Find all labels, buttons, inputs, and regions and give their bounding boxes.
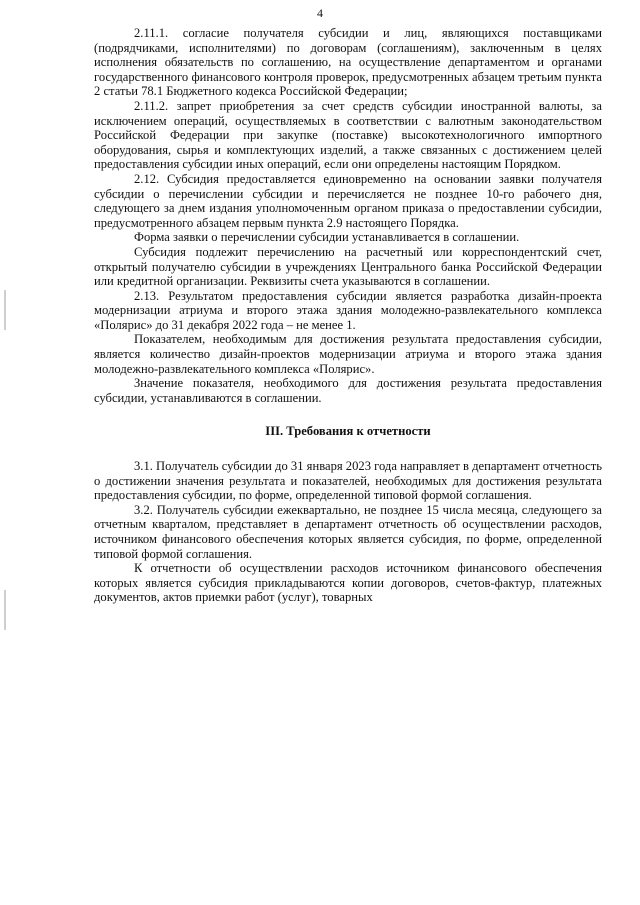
section-heading: III. Требования к отчетности: [265, 424, 431, 439]
paragraph: Значение показателя, необходимого для достижения результата предоставления субсидии, устанавливаются в соглашении.: [94, 376, 602, 405]
paragraph: 2.11.2. запрет приобретения за счет средств субсидии иностранной валюты, за исключением операций, осуществляемых в соответствии с валютным законодательством Российской Федерации при закупке (поставке) высокотехнологичного импортного оборудования, сырья и комплектующих изделий, а также связанных с достижением целей предоставления субсидии иных операций, если они определены настоящим Порядком.: [94, 98, 602, 172]
paragraph: Субсидия подлежит перечислению на расчетный или корреспондентский счет, открытый получателю субсидии в учреждениях Центрального банка Российской Федерации или кредитной организации. Реквизиты счета указываются в соглашении.: [94, 244, 602, 289]
paragraph: 2.11.1. согласие получателя субсидии и лиц, являющихся поставщиками (подрядчиками, исполнителями) по договорам (соглашениям), заключенным в целях исполнения обязательств по соглашению, на осуществление департаментом и органами государственного финансового контроля проверок, предусмотренных абзацем третьим пункта 2 статьи 78.1 Бюджетного кодекса Российской Федерации;: [94, 26, 602, 99]
paragraph: 2.13. Результатом предоставления субсидии является разработка дизайн-проекта модернизации атриума и второго этажа здания молодежно-развлекательного комплекса «Полярис» до 31 декабря 2022 года – не менее 1.: [94, 288, 602, 332]
document-body: [94, 26, 602, 605]
paragraph: Показателем, необходимым для достижения результата предоставления субсидии, является количество дизайн-проектов модернизации атриума и второго этажа здания молодежно-развлекательного комплекса «Полярис».: [94, 332, 602, 376]
page-number: 4: [317, 6, 323, 20]
paragraph: 3.1. Получатель субсидии до 31 января 2023 года направляет в департамент отчетность о достижении значения результата и показателей, необходимых для достижения результата предоставления субсидии, по форме, определенной типовой формой соглашения.: [94, 459, 602, 503]
scan-margin-mark: [4, 290, 6, 330]
paragraph: К отчетности об осуществлении расходов источником финансового обеспечения которых является субсидия прикладываются копии договоров, счетов-фактур, платежных документов, актов приемки работ (услуг), товарных: [94, 561, 602, 605]
paragraph: 3.2. Получатель субсидии ежеквартально, не позднее 15 числа месяца, следующего за отчетным кварталом, представляет в департамент отчетность об осуществлении расходов, источником финансового обеспечения которых является субсидия, по форме, определенной типовой формой соглашения.: [94, 502, 602, 561]
scan-margin-mark: [4, 590, 6, 630]
paragraph: 2.12. Субсидия предоставляется единовременно на основании заявки получателя субсидии о перечислении субсидии и перечисляется не позднее 10-го рабочего дня, следующего за днем издания уполномоченным органом приказа о предоставлении субсидии, предусмотренного абзацем первым пункта 2.9 настоящего Порядка.: [94, 171, 602, 230]
paragraph: Форма заявки о перечислении субсидии устанавливается в соглашении.: [134, 230, 520, 245]
